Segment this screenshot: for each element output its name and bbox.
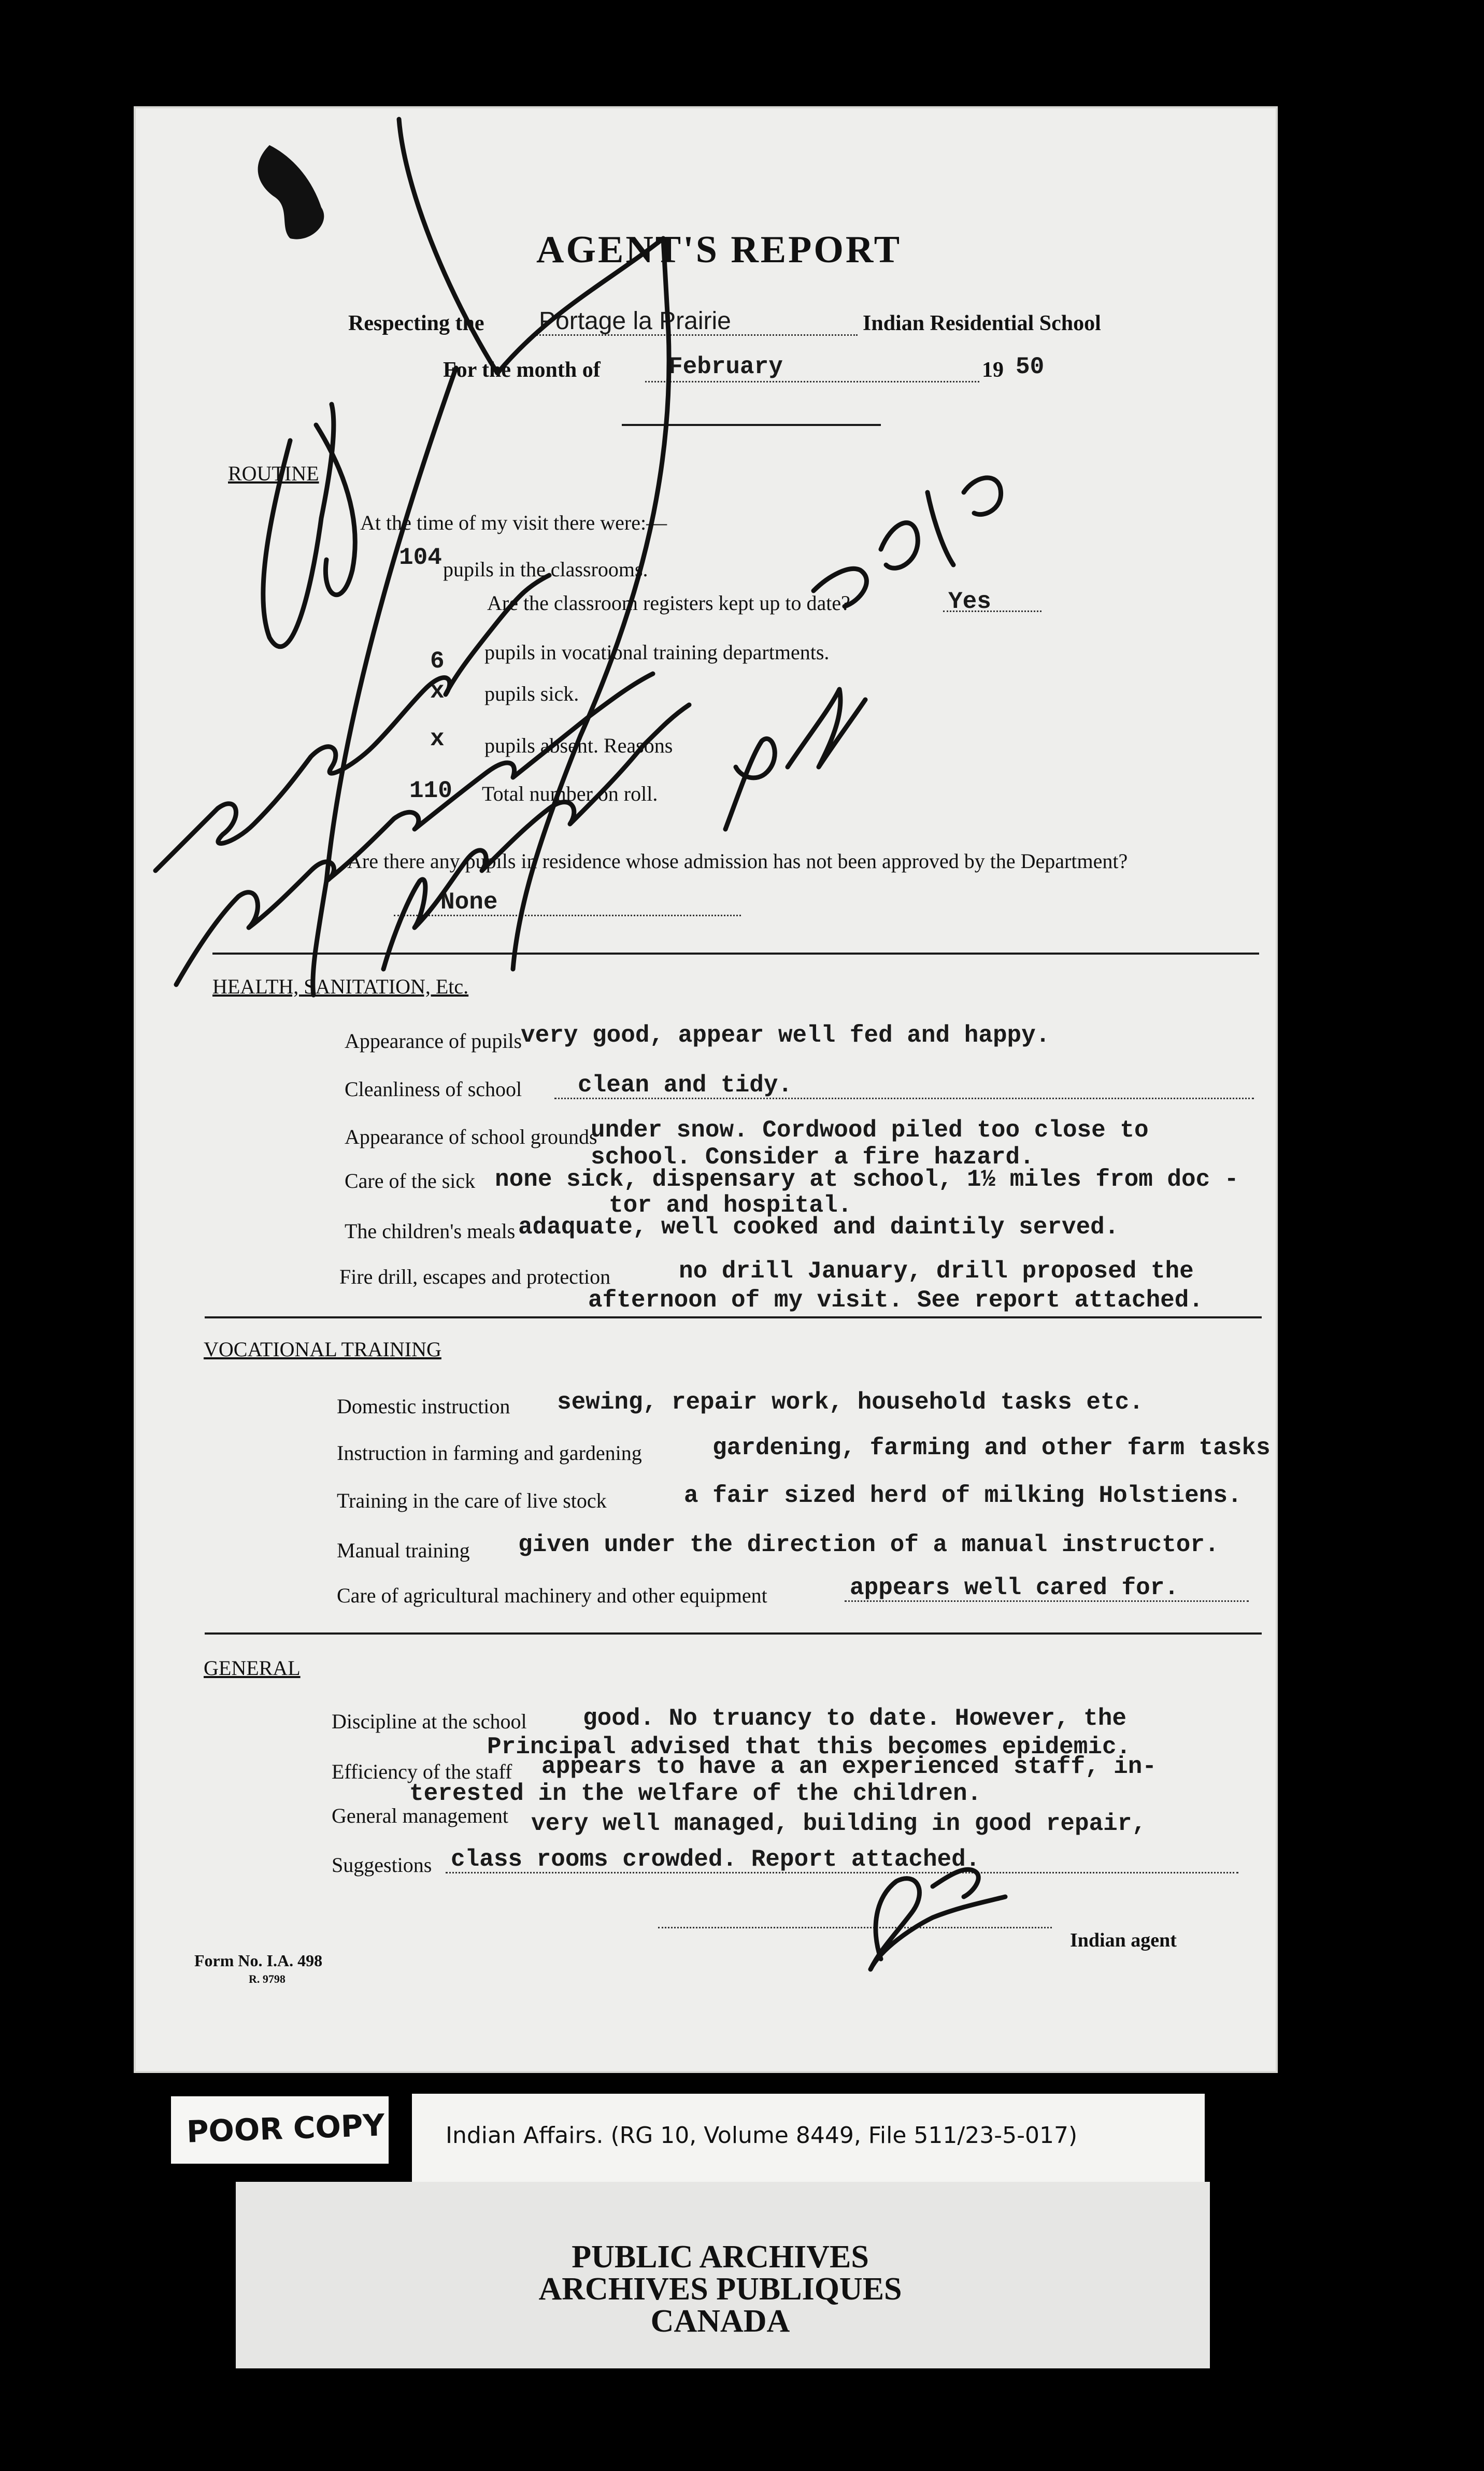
meals-value: adaquate, well cooked and daintily served. <box>518 1214 1119 1241</box>
vocational-pupils-label: pupils in vocational training departments. <box>484 641 830 664</box>
grounds-label: Appearance of school grounds <box>345 1125 597 1148</box>
manual-training-value: given under the direction of a manual instructor. <box>518 1531 1219 1558</box>
fire-drill-value-cont: afternoon of my visit. See report attached. <box>588 1287 1203 1314</box>
discipline-value: good. No truancy to date. However, the <box>583 1705 1126 1732</box>
staff-efficiency-label: Efficiency of the staff <box>332 1760 512 1783</box>
vocational-heading: VOCATIONAL TRAINING <box>204 1338 441 1361</box>
form-number: Form No. I.A. 498 <box>194 1951 323 1970</box>
r-number: R. 9798 <box>249 1972 286 1985</box>
poor-copy-text: POOR COPY <box>186 2107 386 2150</box>
archive-line-2: ARCHIVES PUBLIQUES <box>538 2271 902 2307</box>
domestic-label: Domestic instruction <box>337 1395 510 1418</box>
staff-efficiency-value: appears to have a an experienced staff, in- <box>541 1753 1157 1780</box>
page-title: AGENT'S REPORT <box>536 229 902 271</box>
pupils-sick-label: pupils sick. <box>484 682 579 705</box>
grounds-value-cont: school. Consider a fire hazard. <box>591 1144 1034 1171</box>
month-prefix: For the month of <box>443 358 601 382</box>
pupil-appearance-label: Appearance of pupils <box>345 1029 522 1053</box>
pupils-in-classrooms-label: pupils in the classrooms. <box>443 558 648 581</box>
pupil-appearance-value: very good, appear well fed and happy. <box>521 1022 1050 1049</box>
pupils-in-classrooms-value: 104 <box>399 544 442 571</box>
respecting-prefix: Respecting the <box>348 311 484 335</box>
vocational-pupils-value: 6 <box>430 648 445 675</box>
livestock-label: Training in the care of live stock <box>337 1489 607 1512</box>
farming-label: Instruction in farming and gardening <box>337 1441 642 1465</box>
school-suffix: Indian Residential School <box>863 311 1101 335</box>
archive-line-3: CANADA <box>650 2304 790 2339</box>
health-heading: HEALTH, SANITATION, Etc. <box>212 975 469 998</box>
report-month: February <box>668 353 783 380</box>
farming-value: gardening, farming and other farm tasks <box>712 1435 1271 1461</box>
pupils-sick-value: x <box>430 678 445 705</box>
pupils-absent-label: pupils absent. Reasons <box>484 734 673 757</box>
care-of-sick-label: Care of the sick <box>345 1169 476 1192</box>
manual-training-label: Manual training <box>337 1539 470 1562</box>
admission-answer: None <box>440 889 498 916</box>
meals-label: The children's meals <box>345 1219 516 1243</box>
care-of-sick-value: none sick, dispensary at school, 1½ miles from doc - <box>495 1166 1239 1193</box>
total-on-roll-label: Total number on roll. <box>482 782 658 805</box>
fire-drill-label: Fire drill, escapes and protection <box>339 1265 611 1288</box>
school-name: Portage la Prairie <box>539 307 731 335</box>
cleanliness-value: clean and tidy. <box>578 1072 793 1099</box>
admission-question: Are there any pupils in residence whose admission has not been approved by the Department? <box>347 849 1128 873</box>
domestic-value: sewing, repair work, household tasks etc. <box>557 1389 1144 1416</box>
cleanliness-label: Cleanliness of school <box>345 1077 522 1101</box>
archive-line-1: PUBLIC ARCHIVES <box>572 2239 869 2275</box>
suggestions-value: class rooms crowded. Report attached. <box>451 1846 980 1873</box>
registers-answer: Yes <box>948 588 991 615</box>
management-value: very well managed, building in good repair, <box>531 1810 1146 1837</box>
fire-drill-value: no drill January, drill proposed the <box>679 1258 1194 1285</box>
year-prefix: 19 <box>982 358 1004 382</box>
routine-intro: At the time of my visit there were:— <box>360 511 667 534</box>
management-label: General management <box>332 1804 508 1827</box>
general-heading: GENERAL <box>204 1656 301 1680</box>
registers-question: Are the classroom registers kept up to date? <box>487 591 850 615</box>
machinery-value: appears well cared for. <box>850 1574 1179 1601</box>
grounds-value: under snow. Cordwood piled too close to <box>591 1117 1149 1144</box>
total-on-roll-value: 110 <box>409 777 452 804</box>
archive-reference: Indian Affairs. (RG 10, Volume 8449, File 511/23-5-017) <box>446 2122 1078 2149</box>
report-year: 50 <box>1016 353 1045 380</box>
discipline-value-cont: Principal advised that this becomes epidemic. <box>487 1734 1131 1760</box>
care-of-sick-value-cont: tor and hospital. <box>609 1192 852 1219</box>
livestock-value: a fair sized herd of milking Holstiens. <box>684 1482 1242 1509</box>
suggestions-label: Suggestions <box>332 1853 432 1877</box>
staff-efficiency-value-cont: terested in the welfare of the children. <box>409 1780 982 1807</box>
machinery-label: Care of agricultural machinery and other equipment <box>337 1584 767 1607</box>
poor-copy-stamp <box>171 2096 389 2164</box>
routine-heading: ROUTINE <box>228 462 319 485</box>
signature-role: Indian agent <box>1070 1929 1177 1951</box>
discipline-label: Discipline at the school <box>332 1710 527 1733</box>
pupils-absent-value: x <box>430 726 445 752</box>
